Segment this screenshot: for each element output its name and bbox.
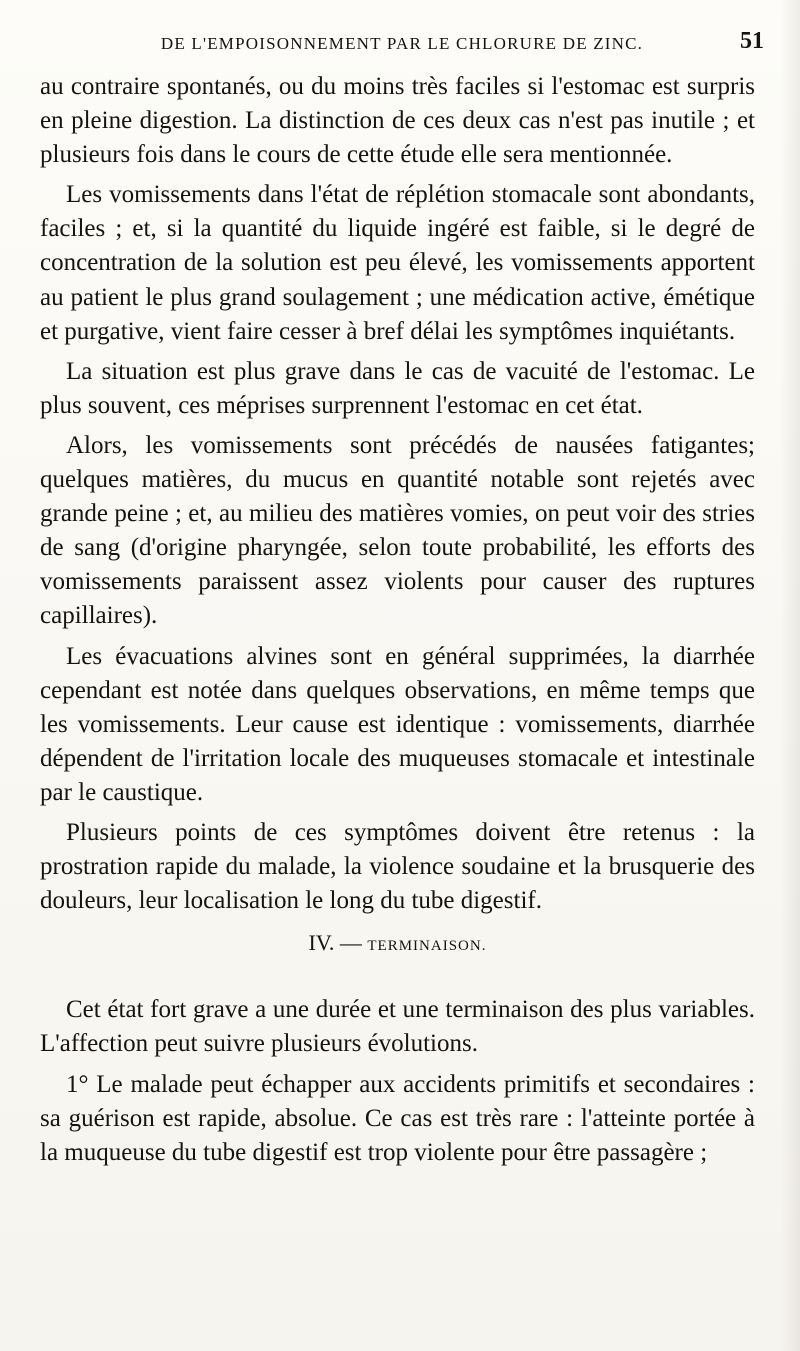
section-heading bbox=[40, 926, 755, 963]
running-title: DE L'EMPOISONNEMENT PAR LE CHLORURE DE ZINC. bbox=[160, 34, 644, 53]
section-number: IV. — bbox=[308, 930, 362, 956]
paragraph-6: Plusieurs points de ces symptômes doivent être retenus : la prostration rapide du malade, la violence soudaine et la brusquerie des douleurs, leur localisation le long du tube digestif. bbox=[40, 818, 755, 915]
section-title: TERMINAISON. bbox=[367, 938, 487, 955]
page-body bbox=[40, 70, 755, 1176]
paragraph-3: La situation est plus grave dans le cas de vacuité de l'estomac. Le plus souvent, ces méprises surprennent l'estomac en cet état. bbox=[40, 357, 755, 419]
paragraph-8: 1° Le malade peut échapper aux accidents primitifs et secondaires : sa guérison est rapide, absolue. Ce cas est très rare : l'atteinte portée à la muqueuse du tube digestif est trop violente pour être passagère ; bbox=[40, 1070, 755, 1166]
page-edge-shadow bbox=[780, 0, 800, 1351]
paragraph-7: Cet état fort grave a une durée et une terminaison des plus variables. L'affection peut suivre plusieurs évolutions. bbox=[40, 996, 755, 1058]
paragraph-4: Alors, les vomissements sont précédés de nausées fatigantes; quelques matières, du mucus en quantité notable sont rejetés avec grande peine ; et, au milieu des matières vomies, on peut voir des stries de sang (d'origine pharyngée, selon toute probabilité, les efforts des vomissements paraissent assez violents pour causer des ruptures capillaires). bbox=[40, 431, 755, 630]
page-number: 51 bbox=[740, 28, 764, 54]
paragraph-2: Les vomissements dans l'état de réplétion stomacale sont abondants, faciles ; et, si la quantité du liquide ingéré est faible, si le degré de concentration de la solution est peu élevé, les vomissements apportent au patient le plus grand soulagement ; une médication active, émétique et purgative, vient faire cesser à bref délai les symptômes inquiétants. bbox=[40, 181, 755, 345]
paragraph-5: Les évacuations alvines sont en général supprimées, la diarrhée cependant est notée dans quelques observations, en même temps que les vomissements. Leur cause est identique : vomissements, diarrhée dépendent de l'irritation locale des muqueuses stomacale et intestinale par le caustique. bbox=[40, 642, 755, 806]
running-header bbox=[40, 28, 764, 64]
paragraph-1: au contraire spontanés, ou du moins très faciles si l'estomac est surpris en pleine digestion. La distinction de ces deux cas n'est pas inutile ; et plusieurs fois dans le cours de cette étude elle sera mentionnée. bbox=[40, 73, 755, 169]
